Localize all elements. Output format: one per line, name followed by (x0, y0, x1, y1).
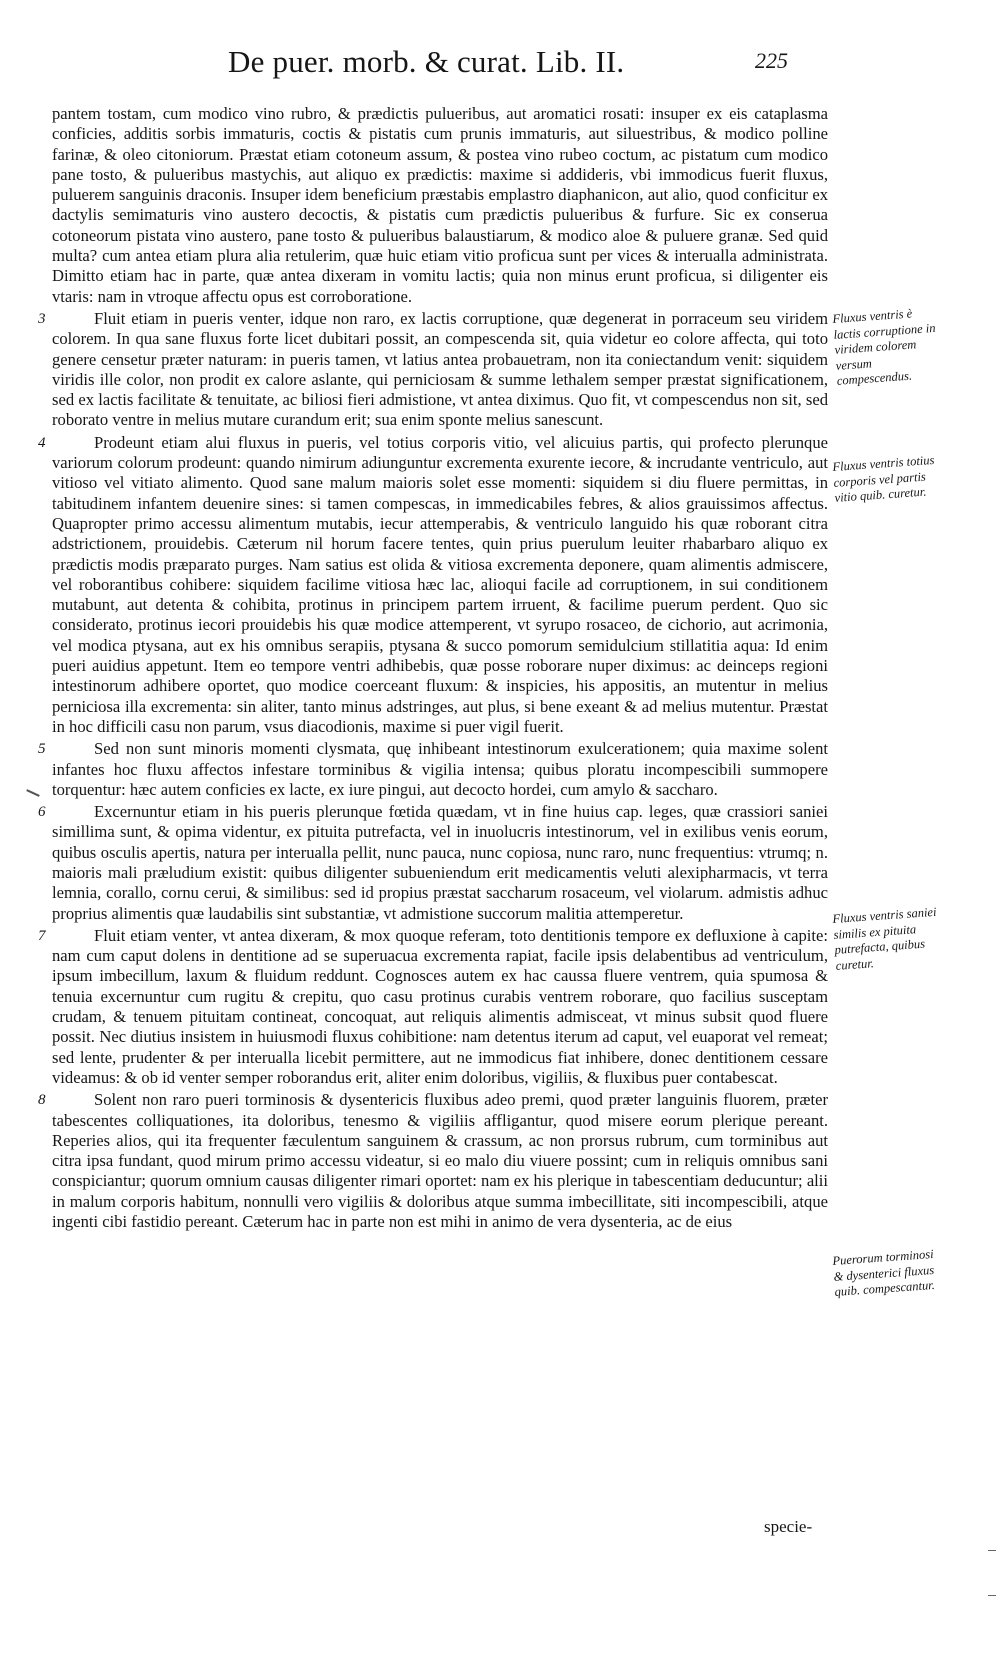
paragraph-8 (38, 1090, 829, 1232)
paragraph-text: Sed non sunt minoris momenti clysmata, quę inhibeant intestinorum exulcerationem; quia maxime solent infantes hoc fluxu affectos infestare torminibus & vigilia intensa; quibus ploratu incompescibili summopere torquentur: hæc autem conficies ex lacte, ex iure pingui, aut decocto hordei, cum amylo & saccharo. (52, 739, 828, 799)
paragraph-7 (38, 925, 828, 1088)
paragraph-5 (38, 739, 828, 800)
page-header (0, 44, 1000, 90)
margin-note: Fluxus ventris saniei similis ex pituita putrefacta, quibus curetur. (832, 904, 937, 973)
paragraph-number: 5 (38, 741, 46, 758)
paragraph-text: Solent non raro pueri torminosis & dysentericis fluxibus adeo premi, quod præter languinis fluorem, præter tabescentes colliquationes, ita doloribus, tenesmo & vigiliis affligantur, quod misere eorum plerique pereant. Reperies alios, qui ita frequenter fæculentum sanguinem & crassum, ac non prorsus rubrum, cum torminibus aut citra ipsa fundant, quod mirum primo accessu videatur, si eo malo diu viuere possint; cum in reliquis omnibus sani conspiciantur; quorum omnium causas diligenter rimari oportet: nam ex his plerique in tabescentiam deducuntur; alii in malum corporis habitum, nonnulli vero vigiliis & doloribus atque summa imbecillitate, siti incompescibili, atque ingenti cibi fastidio pereant. Cæterum hac in parte non est mihi in animo de vera dysenteria, ac de eius (52, 1090, 829, 1232)
margin-note: Fluxus ventris è lactis corruptione in viridem colorem versum compescendus. (832, 306, 936, 388)
body-text (38, 104, 829, 1232)
paragraph-number: 3 (38, 310, 46, 327)
paragraph-4 (38, 432, 828, 737)
paragraph-number: 8 (38, 1092, 46, 1109)
margin-stroke (988, 1595, 996, 1596)
paragraph-continuation (52, 104, 828, 307)
paragraph-text: Fluit etiam in pueris venter, idque non raro, ex lactis corruptione, quæ degenerat in porraceum seu viridem colorem. In qua sane fluxus forte licet dubitari possit, an compescenda sit, quia videtur eo colore affecta, qui toto genere censetur præter naturam: in pueris tamen, vt latius antea probauetram, non ita coniectandum venit: siquidem viridis ille color, non prodit ex calore aslante, qui perniciosam & summe lethalem semper præstat significationem, sed ex lactis facilitate & tenuitate, ac biliosi fieri admistione, vt antea diximus. Quo fit, vt compescendus non sit, sed roborato ventre in melius mutare curandum erit; sua enim sponte melius sanescunt. (52, 308, 828, 430)
paragraph-number: 7 (38, 927, 46, 944)
paragraph-text: Excernuntur etiam in his pueris plerunque fœtida quædam, vt in fine huius cap. leges, quæ crassiori saniei simillima sunt, & opima videntur, ex pituita putrefacta, vel in inuolucris intestinorum, vel in exilibus venis eorum, quibus osculis apertis, natura per interualla pellit, nunc pauca, nunc copiosa, nunc raro, nunc frequentius: vtrumq; n. maioris mali præludium existit: quibus diligenter subueniendum erit medicamentis veluti alexipharmacis, vt terra lemnia, corallo, cornu cerui, & similibus: sed id propius præstat saccharum rosaceum, vel violarum. admistis adhuc proprius alimentis quæ laudabilis sint substantiæ, vt admistione succorum malitia attemperetur. (52, 802, 828, 923)
margin-note: Puerorum torminosi & dysenterici fluxus quib. compescantur. (832, 1246, 936, 1299)
paragraph-number: 4 (38, 434, 46, 451)
margin-stroke (26, 789, 40, 797)
paragraph-3 (38, 308, 828, 431)
margin-note: Fluxus ventris totius corporis vel partis vitio quib. curetur. (832, 452, 935, 505)
page-number: 225 (755, 48, 788, 73)
paragraph-text: Prodeunt etiam alui fluxus in pueris, vel totius corporis vitio, vel alicuius partis, qui profecto plerunque variorum colorum prodeunt: quando nimirum adiunguntur excrementa exurente iecore, & incrudante ventriculo, aut vitioso vel vitiato alimento. Quod sane malum maioris solet esse momenti: siquidem si diu fluere permittas, in tabitudinem infantem deuenire sines: si tamen compescas, in immedicabiles febres, & alios grauissimos affectus. Quapropter primo accessu alimentum mutabis, iecur attemperabis, & ventriculo languido his quæ roborant citra adstrictionem, prouidebis. Cæterum nil horum facere tentes, quin prius puerulum leuiter rhabarbaro aliquo ex prædictis modis præparato purges. Nam satius est olida & vitiosa excrementa deponere, quam alimentis admiscere, vel roborantibus cohibere: siquidem facilime vitiosa hæc lac, alioqui facile ad corruptionem, in sui conditionem mutabunt, aut detenta & cohibita, protinus in principem partem irruent, & facilime puerum perdent. Quo sic considerato, protinus iecori prouidebis his quæ modice attemperent, vt syrupo rosaceo, de cichorio, aut acrimonia, vel modica ptysana, aut ex his omnibus serapiis, ptysana & succo pomorum semidulcium stillatitia aqua: Id enim pueri auidius appetunt. Item eo tempore ventri adhibebis, quæ posse roborare nuper diximus: ac deinceps regioni intestinorum adhibere oportet, quo modice coerceant fluxum: & inspicies, his appositis, an mutentur in melius perniciosa illa excrementa: sin aliter, tanto minus adstringes, aut plus, si bene exeant & ad melius mutentur. Præstat in hoc difficili casu non parum, vsus diacodionis, maxime si puer vigil fuerit. (52, 432, 828, 736)
paragraph-number: 6 (38, 804, 46, 821)
catchword: specie- (764, 1517, 813, 1536)
paragraph-text: pantem tostam, cum modico vino rubro, & prædictis pulueribus, aut aromatici rosati: insuper ex eis cataplasma conficies, additis sorbis immaturis, coctis & pistatis cum prunis immaturis, aut siluestribus, & modico polline farinæ, & oleo citoniorum. Præstat etiam cotoneum assum, & postea vino rubeo coctum, ac pistatum cum modico pane tosto, & pulueribus mastychis, aut aliquo ex prædictis: maxime si addideris, vbi immodicus fuerit fluxus, puluerem sanguinis draconis. Insuper idem beneficium præstabis emplastro diaphanicon, aut alio, quod conficitur ex dactylis semimaturis vino austero decoctis, & pistatis cum prædictis pulueribus & furfure. Sic ex conserua cotoneorum pistata vino austero, pane tosto & pulueribus balaustiarum, & modico aloe & puluere granæ. Sed quid multa? cum antea etiam plura alia retulerim, quæ huic etiam vitio proficua sunt per vices & interualla administrata. Dimitto etiam hac in parte, quæ antea dixeram in vomitu lactis; quia non minus erunt proficua, si diligenter eis vtaris: nam in vtroque affectu opus est corroboratione. (52, 104, 828, 306)
paragraph-6 (38, 802, 828, 924)
paragraph-text: Fluit etiam venter, vt antea dixeram, & mox quoque referam, toto dentitionis tempore ex defluxione à capite: nam cum caput dolens in dentitione ad se superuacua excrementa rapiat, facile ipsis delabentibus ad ventriculum, ipsum imbecillum, laxum & fluidum reddunt. Cognosces autem ex hac caussa fluere ventrem, quia spumosa & tenuia excernuntur cum rugitu & crepitu, quo casu protinus curabis ventrem roborare, quo facilius susceptam crudam, & tenuem pituitam contineat, concoquat, aut reliquis alimentis admisceat, vt minus subsit quod fluere possit. Nec diutius insistem in huiusmodi fluxus cohibitione: nam detentus iterum ad caput, vel euaporat vel remeat; sed lente, prudenter & per interualla licebit permittere, aut ne immodicus fiat inhibere, donec dentitionem cessare videamus: & ob id venter semper roborandus erit, aliter enim doloribus, vigiliis, & fluxibus puer contabescat. (52, 925, 828, 1087)
running-title: De puer. morb. & curat. Lib. II. (228, 44, 625, 79)
margin-stroke (988, 1550, 996, 1551)
